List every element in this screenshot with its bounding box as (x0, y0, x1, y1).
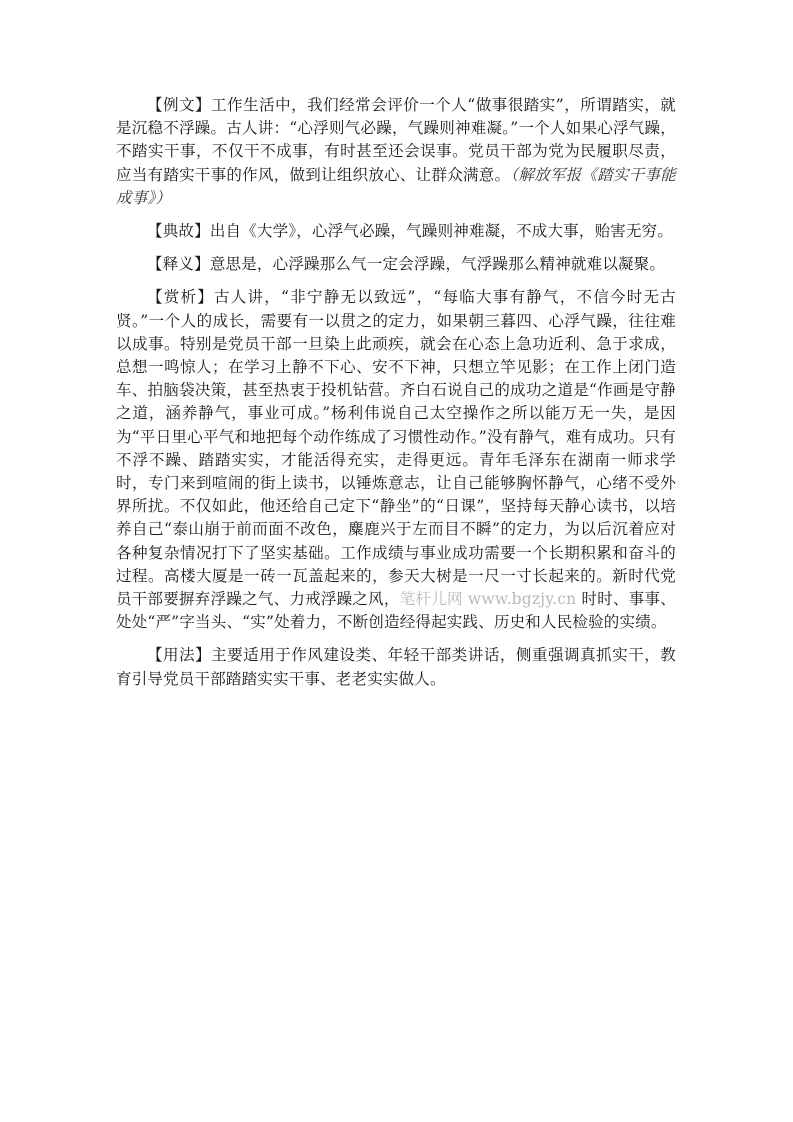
paragraph-usage (116, 644, 676, 690)
document-body (116, 94, 676, 701)
paragraph-allusion (116, 220, 676, 243)
paragraph-example (116, 94, 676, 210)
paragraph-text: 古人讲，“非宁静无以致远”，“每临大事有静气，不信今时无古贤。”一个人的成长，需要有一以贯之的定力，如果朝三暮四、心浮气躁，往往难以成事。特别是党员干部一旦染上此顽疾，就会在心态上急功近利、急于求成，总想一鸣惊人；在学习上静不下心、安不下神，只想立竿见影；在工作上闭门造车、拍脑袋决策，甚至热衷于投机钻营。齐白石说自己的成功之道是“作画是守静之道，涵养静气，事业可成。”杨利伟说自己太空操作之所以能万无一失，是因为“平日里心平气和地把每个动作练成了习惯性动作。”没有静气，难有成功。只有不浮不躁、踏踏实实，才能活得充实，走得更远。青年毛泽东在湖南一师求学时，专门来到喧闹的街上读书，以锤炼意志，让自己能够胸怀静气，心绪不受外界所扰。不仅如此，他还给自己定下“静坐”的“日课”，坚持每天静心读书，以培养自己“泰山崩于前而面不改色，麋鹿兴于左而目不瞬”的定力，为以后沉着应对各种复杂情况打下了坚实基础。工作成绩与事业成功需要一个长期积累和奋斗的过程。高楼大厦是一砖一瓦盖起来的，参天大树是一尺一寸长起来的。新时代党员干部要摒弃浮躁之气、力戒浮躁之风， (116, 288, 676, 609)
paragraph-text: 工作生活中，我们经常会评价一个人“做事很踏实”，所谓踏实，就是沉稳不浮躁。古人讲：“心浮则气必躁，气躁则神难凝。”一个人如果心浮气躁，不踏实干事，不仅干不成事，有时甚至还会误事。党员干部为党为民履职尽责，应当有踏实干事的作风，做到让组织放心、让群众满意。 (116, 96, 676, 184)
source-citation: （解放军报《踏实干事能成事》） (116, 165, 676, 207)
paragraph-tag: 【释义】 (147, 255, 210, 274)
paragraph-tag: 【例文】 (147, 96, 212, 114)
paragraph-tag: 【典故】 (147, 222, 210, 241)
paragraph-text: 时时、事事、处处“严”字当头、“实”处着力，不断创造经得起实践、历史和人民检验的实绩。 (116, 590, 676, 632)
paragraph-appreciation (116, 286, 676, 634)
paragraph-text: 意思是，心浮躁那么气一定会浮躁，气浮躁那么精神就难以凝聚。 (209, 255, 666, 274)
watermark-text: 笔杆儿网 www.bgzjy.cn (399, 590, 577, 609)
paragraph-text: 主要适用于作风建设类、年轻干部类讲话，侧重强调真抓实干，教育引导党员干部踏踏实实干事、老老实实做人。 (116, 646, 676, 688)
paragraph-tag: 【赏析】 (147, 288, 215, 307)
paragraph-tag: 【用法】 (147, 646, 212, 665)
paragraph-interpretation (116, 253, 676, 276)
paragraph-text: 出自《大学》，心浮气必躁，气躁则神难凝，不成大事，贻害无穷。 (209, 222, 674, 241)
